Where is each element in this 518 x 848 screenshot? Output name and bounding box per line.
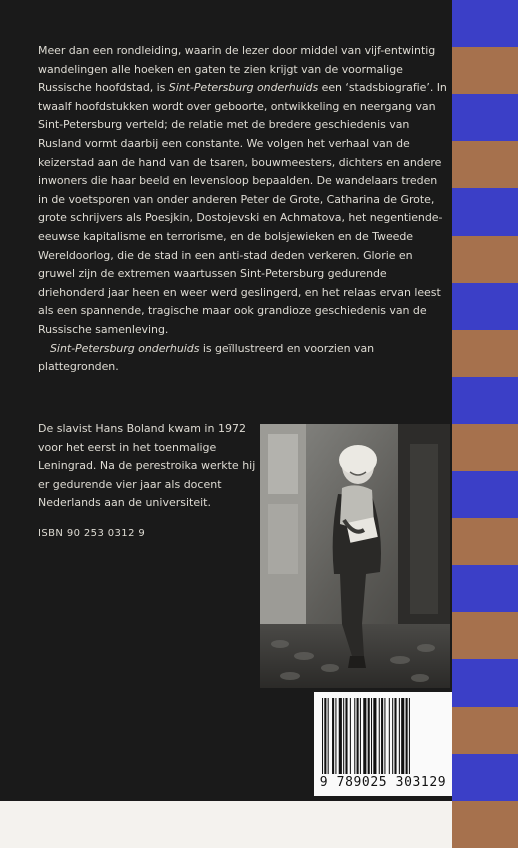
barcode-bar: [354, 698, 355, 774]
stripe-band: [452, 565, 518, 613]
barcode-bar: [345, 698, 347, 774]
stripe-band: [452, 612, 518, 660]
barcode-bar: [384, 698, 385, 774]
stripe-band: [452, 659, 518, 707]
barcode-bar: [363, 698, 366, 774]
barcode-bar: [322, 698, 323, 774]
barcode-bar: [324, 698, 326, 774]
stripe-band: [452, 377, 518, 425]
barcode-number: 9 789025 303129: [319, 775, 447, 790]
stripe-band: [452, 94, 518, 142]
stripe-band: [452, 801, 518, 848]
barcode-bar: [360, 698, 361, 774]
stripe-band: [452, 471, 518, 519]
barcode-bar: [339, 698, 342, 774]
blurb-paragraph-2: [38, 340, 450, 377]
author-bio: De slavist Hans Boland kwam in 1972 voor het eerst in het toenmalige Leningrad. Na de perestroika werkte hij er gedurende vier jaar als docent Nederlands aan de universiteit.: [38, 422, 256, 510]
blurb-text-part: een ‘stadsbiografie’. In twaalf hoofdstukken wordt over geboorte, ontwikkeling en neergang van Sint-Petersburg verteld; de relatie met de bredere geschiedenis van Rusland vormt daarbij een constante. We volgen het verhaal van de keizerstad aan de hand van de tsaren, bouwmeesters, dichters en andere inwoners die haar beeld en levensloop bepaalden. De wandelaars treden in de voetsporen van onder anderen Peter de Grote, Catharina de Grote, grote schrijvers als Poesjkin, Dostojevski en Achmatova, het negentiende-eeuwse kapitalisme en terrorisme, en de bolsjewieken en de Tweede Wereldoorlog, die de stad in een anti-stad deden verkeren. Glorie en gruwel zijn de extremen waartussen Sint-Petersburg gedurende driehonderd jaar heen en weer werd geslingerd, en het relaas ervan leest als een spannende, tragische maar ook grandioze geschiedenis van de Russische samenleving.: [38, 81, 447, 336]
barcode-bar: [409, 698, 410, 774]
barcode-bar: [392, 698, 393, 774]
barcode-bar: [371, 698, 372, 774]
stripe-band: [452, 141, 518, 189]
barcode-bar: [381, 698, 383, 774]
stripe-band: [452, 754, 518, 802]
barcode-bar: [335, 698, 336, 774]
barcode-bar: [332, 698, 334, 774]
barcode-bar: [373, 698, 376, 774]
author-photo: [260, 424, 450, 688]
barcode-bar: [406, 698, 408, 774]
isbn-number: ISBN 90 253 0312 9: [38, 528, 146, 539]
barcode-bar: [357, 698, 359, 774]
blurb-text: [38, 42, 450, 377]
blurb-text-part: Meer dan een rondleiding, waarin de lezer door middel van vijf-entwintig wandelingen alle hoeken en gaten te zien krijgt van de voormalige Russische hoofdstad, is: [38, 44, 436, 95]
author-photo-illustration: [260, 424, 450, 688]
stripe-band: [452, 188, 518, 236]
barcode-bar: [328, 698, 329, 774]
barcode-bar: [343, 698, 344, 774]
decorative-stripes: [452, 0, 518, 801]
blurb-text-part: is geïllustreerd en voorzien van plattegronden.: [38, 341, 375, 374]
blurb-paragraph-1: [38, 42, 450, 340]
stripe-band: [452, 283, 518, 331]
barcode-bar: [401, 698, 404, 774]
barcode-bar: [394, 698, 396, 774]
barcode-bar: [389, 698, 390, 774]
stripe-band: [452, 236, 518, 284]
barcode-bars: [314, 698, 452, 778]
stripe-band: [452, 424, 518, 472]
book-title-italic: Sint-Petersburg onderhuids: [50, 341, 200, 355]
barcode-bar: [399, 698, 400, 774]
barcode: [314, 692, 452, 796]
stripe-band: [452, 0, 518, 48]
barcode-bar: [350, 698, 351, 774]
stripe-band: [452, 330, 518, 378]
barcode-bar: [379, 698, 380, 774]
stripe-band: [452, 47, 518, 95]
stripe-band: [452, 707, 518, 755]
barcode-bar: [368, 698, 370, 774]
stripe-band: [452, 518, 518, 566]
book-title-italic: Sint-Petersburg onderhuids: [168, 81, 319, 95]
